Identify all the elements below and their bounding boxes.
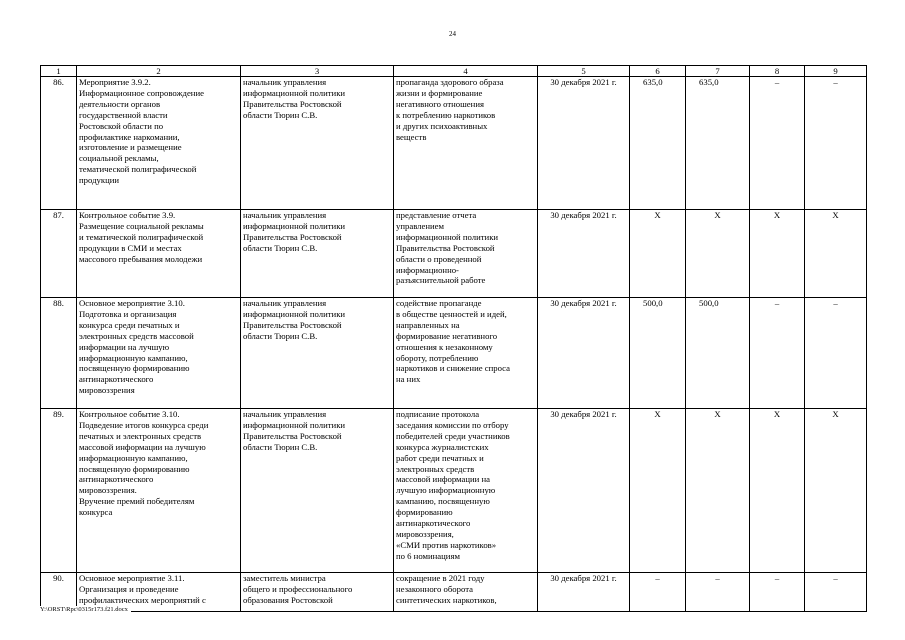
date-cell: 30 декабря 2021 г. <box>538 210 630 298</box>
value-col6: Х <box>630 210 686 298</box>
value-col8: – <box>750 298 805 409</box>
row-number: 90. <box>41 573 77 612</box>
value-col8: Х <box>750 210 805 298</box>
row-number: 88. <box>41 298 77 409</box>
result-cell: пропаганда здорового образа жизни и формирование негативного отношения к потреблению наркотиков и других психоактивных веществ <box>394 77 538 210</box>
header-row <box>41 66 867 77</box>
event-cell: Мероприятие 3.9.2. Информационное сопровождение деятельности органов государственной власти Ростовской области по профилактике наркомании, изготовление и размещение социальной рекламы, тематической полиграфической продукции <box>77 77 241 210</box>
date-cell: 30 декабря 2021 г. <box>538 573 630 612</box>
col-header-9: 9 <box>805 66 867 77</box>
row-number: 87. <box>41 210 77 298</box>
table-row <box>41 210 867 298</box>
value-col9: – <box>805 298 867 409</box>
document-file-path: Y:\ORST\Rpc\0315r173.f21.docx <box>40 606 131 614</box>
row-number: 86. <box>41 77 77 210</box>
col-header-3: 3 <box>241 66 394 77</box>
responsible-cell: начальник управления информационной политики Правительства Ростовской области Тюрин С.В. <box>241 210 394 298</box>
event-cell: Контрольное событие 3.10. Подведение итогов конкурса среди печатных и электронных средств массовой информации на лучшую информационную кампанию, посвященную формированию антинаркотического мировоззрения. Вручение премий победителям конкурса <box>77 409 241 573</box>
table-row <box>41 573 867 612</box>
result-cell: сокращение в 2021 году незаконного оборота синтетических наркотиков, <box>394 573 538 612</box>
table-row <box>41 77 867 210</box>
value-col9: – <box>805 77 867 210</box>
value-col6: 500,0 <box>630 298 686 409</box>
col-header-8: 8 <box>750 66 805 77</box>
value-col7: 635,0 <box>686 77 750 210</box>
col-header-7: 7 <box>686 66 750 77</box>
col-header-5: 5 <box>538 66 630 77</box>
value-col7: Х <box>686 210 750 298</box>
date-cell: 30 декабря 2021 г. <box>538 77 630 210</box>
col-header-4: 4 <box>394 66 538 77</box>
event-cell: Основное мероприятие 3.11. Организация и проведение профилактических мероприятий с <box>77 573 241 612</box>
result-cell: представление отчета управлением информационной политики Правительства Ростовской области о проведенной информационно- разъяснительной работе <box>394 210 538 298</box>
table-row <box>41 298 867 409</box>
col-header-6: 6 <box>630 66 686 77</box>
value-col9: – <box>805 573 867 612</box>
row-number: 89. <box>41 409 77 573</box>
table-row <box>41 409 867 573</box>
value-col8: – <box>750 77 805 210</box>
action-plan-table <box>40 65 867 612</box>
page-number: 24 <box>449 30 456 38</box>
event-cell: Контрольное событие 3.9. Размещение социальной рекламы и тематической полиграфической продукции в СМИ и местах массового пребывания молодежи <box>77 210 241 298</box>
col-header-1: 1 <box>41 66 77 77</box>
value-col8: Х <box>750 409 805 573</box>
responsible-cell: начальник управления информационной политики Правительства Ростовской области Тюрин С.В. <box>241 298 394 409</box>
value-col9: Х <box>805 409 867 573</box>
responsible-cell: начальник управления информационной политики Правительства Ростовской области Тюрин С.В. <box>241 77 394 210</box>
responsible-cell: заместитель министра общего и профессионального образования Ростовской <box>241 573 394 612</box>
value-col6: Х <box>630 409 686 573</box>
value-col6: 635,0 <box>630 77 686 210</box>
col-header-2: 2 <box>77 66 241 77</box>
result-cell: подписание протокола заседания комиссии по отбору победителей среди участников конкурса журналистских работ среди печатных и электронных средств массовой информации на лучшую информационную кампанию, посвященную формированию антинаркотического мировоззрения, «СМИ против наркотиков» по 6 номинациям <box>394 409 538 573</box>
date-cell: 30 декабря 2021 г. <box>538 409 630 573</box>
value-col7: – <box>686 573 750 612</box>
responsible-cell: начальник управления информационной политики Правительства Ростовской области Тюрин С.В. <box>241 409 394 573</box>
value-col7: 500,0 <box>686 298 750 409</box>
value-col9: Х <box>805 210 867 298</box>
date-cell: 30 декабря 2021 г. <box>538 298 630 409</box>
result-cell: содействие пропаганде в обществе ценностей и идей, направленных на формирование негативного отношения к незаконному обороту, потреблению наркотиков и снижение спроса на них <box>394 298 538 409</box>
value-col6: – <box>630 573 686 612</box>
value-col7: Х <box>686 409 750 573</box>
value-col8: – <box>750 573 805 612</box>
event-cell: Основное мероприятие 3.10. Подготовка и организация конкурса среди печатных и электронных средств массовой информации на лучшую информационную кампанию, посвященную формированию антинаркотического мировоззрения <box>77 298 241 409</box>
